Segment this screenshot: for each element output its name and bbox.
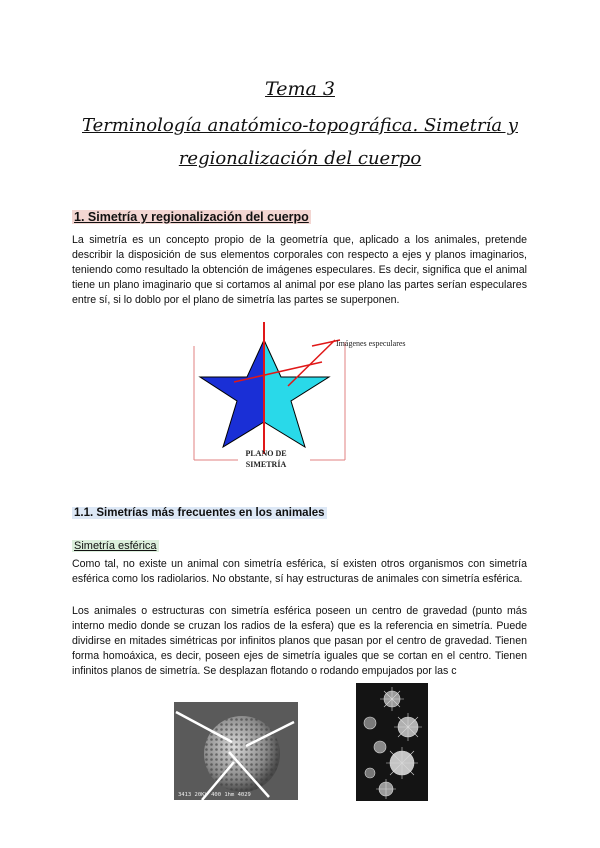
spherical-paragraph-1: Como tal, no existe un animal con simetría esférica, sí existen otros organismos con simetría esférica como los radiolarios. No obstante, sí hay estructuras de animales con simetría esférica.: [72, 558, 527, 585]
page-title: Tema 3: [265, 78, 335, 100]
spherical-paragraph-2: Los animales o estructuras con simetría esférica poseen un centro de gravedad (punto más interno medio donde se cruzan los radios de la esfera) que es la referencia en simetría. Puede dividirse en mitades simétricas por infinitos planos que pasan por el centro de gravedad. Tienen forma homoáxica, es decir, poseen ejes de simetría iguales que se cortan en el centro. Tienen infinitos planos de simetría. Se desplazan flotando o rodando empujados por las c: [72, 605, 527, 677]
section-1-paragraph: La simetría es un concepto propio de la geometría que, aplicado a los animales, pretende describir la disposición de sus elementos corporales con respecto a ejes y planos imaginarios, teniendo como resultado la obtención de imágenes especulares. Es decir, significa que el animal tiene un plano imaginario que si cortamos al animal por ese plano las partes serían especulares entre sí, si lo doblo por el plano de simetría las partes se superponen.: [72, 234, 527, 306]
star-symmetry-figure: [190, 320, 450, 480]
page-subtitle-line1: Terminología anatómico-topográfica. Simetría y: [82, 115, 518, 136]
section-1-heading: 1. Simetría y regionalización del cuerpo: [74, 210, 309, 224]
label-plane-line2: SIMETRÍA: [245, 460, 287, 469]
section-1-1-heading: 1.1. Simetrías más frecuentes en los animales: [74, 507, 325, 519]
page-subtitle-line2: regionalización del cuerpo: [178, 148, 422, 169]
sem-illustration: [174, 702, 298, 800]
sem-caption: 3413 20KV 400 1hm 4029: [178, 792, 251, 798]
star-left-half: [200, 340, 264, 447]
radiolarian-sem-image: [174, 702, 298, 800]
label-mirror-images: Imágenes especulares: [336, 339, 406, 348]
subsection-spherical-heading: Simetría esférica: [74, 540, 157, 552]
radiolarians-darkfield-image: [356, 683, 428, 801]
darkfield-illustration: [356, 683, 428, 801]
label-plane-line1: PLANO DE: [245, 449, 287, 458]
